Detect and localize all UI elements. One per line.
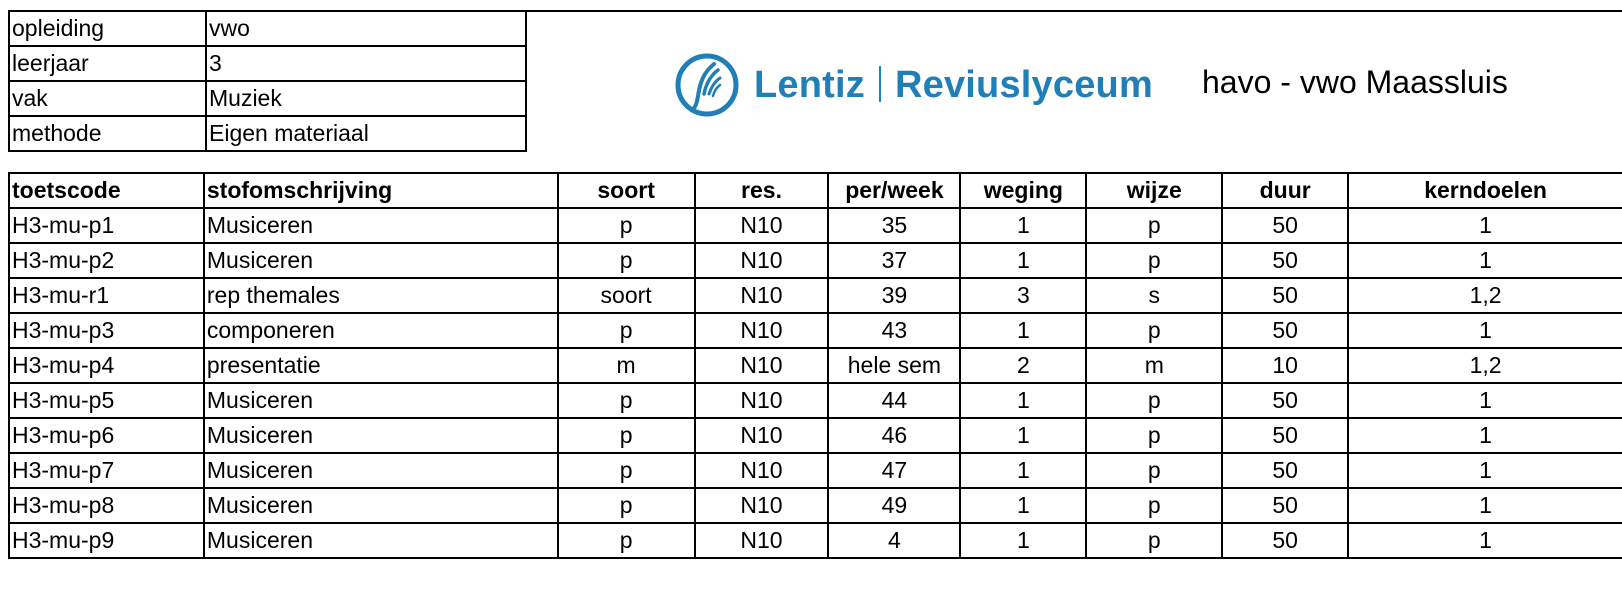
table-header-row — [9, 173, 1622, 208]
table-cell[interactable]: componeren — [204, 313, 558, 348]
table-cell[interactable]: H3-mu-r1 — [9, 278, 204, 313]
table-cell[interactable]: 44 — [828, 383, 960, 418]
table-cell[interactable]: 1 — [1348, 313, 1622, 348]
table-cell[interactable]: p — [1086, 523, 1222, 558]
table-cell[interactable]: 50 — [1222, 243, 1348, 278]
table-cell[interactable]: H3-mu-p8 — [9, 488, 204, 523]
table-row — [9, 208, 1622, 243]
table-cell[interactable]: N10 — [695, 278, 829, 313]
table-cell[interactable]: p — [558, 383, 695, 418]
table-cell[interactable]: 47 — [828, 453, 960, 488]
table-cell[interactable]: N10 — [695, 488, 829, 523]
column-header-weging[interactable]: weging — [960, 173, 1086, 208]
table-row — [9, 453, 1622, 488]
table-row — [9, 418, 1622, 453]
table-cell[interactable]: presentatie — [204, 348, 558, 383]
info-key[interactable]: opleiding — [9, 11, 206, 46]
school-logo — [674, 52, 1153, 118]
table-cell[interactable]: N10 — [695, 243, 829, 278]
table-cell[interactable]: 1 — [960, 488, 1086, 523]
table-cell[interactable]: p — [558, 243, 695, 278]
table-cell[interactable]: 43 — [828, 313, 960, 348]
table-cell[interactable]: 50 — [1222, 488, 1348, 523]
school-location: havo - vwo Maassluis — [1202, 64, 1508, 100]
info-row — [9, 46, 526, 81]
table-cell[interactable]: 1,2 — [1348, 278, 1622, 313]
table-cell[interactable]: N10 — [695, 313, 829, 348]
table-cell[interactable]: N10 — [695, 208, 829, 243]
table-row — [9, 278, 1622, 313]
table-cell[interactable]: N10 — [695, 453, 829, 488]
table-cell[interactable]: 1 — [1348, 243, 1622, 278]
info-row — [9, 116, 526, 151]
table-cell[interactable]: H3-mu-p7 — [9, 453, 204, 488]
table-cell[interactable]: 4 — [828, 523, 960, 558]
logo-separator — [879, 66, 881, 102]
table-cell[interactable]: p — [558, 208, 695, 243]
info-key[interactable]: leerjaar — [9, 46, 206, 81]
table-cell[interactable]: 39 — [828, 278, 960, 313]
info-key[interactable]: vak — [9, 81, 206, 116]
table-cell[interactable]: 1 — [960, 208, 1086, 243]
table-cell[interactable]: 1 — [960, 523, 1086, 558]
table-cell[interactable]: 46 — [828, 418, 960, 453]
table-cell[interactable]: p — [1086, 208, 1222, 243]
column-header-res[interactable]: res. — [695, 173, 829, 208]
table-cell[interactable]: H3-mu-p2 — [9, 243, 204, 278]
table-cell[interactable]: p — [1086, 243, 1222, 278]
table-cell[interactable]: soort — [558, 278, 695, 313]
table-cell[interactable]: 50 — [1222, 453, 1348, 488]
table-cell[interactable]: Musiceren — [204, 243, 558, 278]
table-cell[interactable]: 1 — [1348, 523, 1622, 558]
table-cell[interactable]: 2 — [960, 348, 1086, 383]
table-cell[interactable]: 1,2 — [1348, 348, 1622, 383]
table-cell[interactable]: p — [1086, 418, 1222, 453]
table-cell[interactable]: 1 — [960, 383, 1086, 418]
column-header-toetscode[interactable]: toetscode — [9, 173, 204, 208]
table-cell[interactable]: s — [1086, 278, 1222, 313]
table-row — [9, 313, 1622, 348]
table-cell[interactable]: N10 — [695, 383, 829, 418]
table-cell[interactable]: Musiceren — [204, 523, 558, 558]
table-cell[interactable]: H3-mu-p5 — [9, 383, 204, 418]
logo-school: Reviuslyceum — [894, 63, 1153, 106]
table-cell[interactable]: 50 — [1222, 523, 1348, 558]
spreadsheet — [8, 10, 1622, 598]
table-cell[interactable]: N10 — [695, 523, 829, 558]
table-cell[interactable]: 35 — [828, 208, 960, 243]
info-value[interactable]: vwo — [206, 11, 526, 46]
table-cell[interactable]: 1 — [1348, 488, 1622, 523]
table-cell[interactable]: 1 — [1348, 383, 1622, 418]
table-cell[interactable]: Musiceren — [204, 488, 558, 523]
table-cell[interactable]: p — [1086, 313, 1222, 348]
info-key[interactable]: methode — [9, 116, 206, 151]
table-row — [9, 348, 1622, 383]
table-cell[interactable]: hele sem — [828, 348, 960, 383]
header-banner — [526, 10, 1622, 170]
table-cell[interactable]: 50 — [1222, 313, 1348, 348]
table-cell[interactable]: p — [558, 418, 695, 453]
table-cell[interactable]: 50 — [1222, 418, 1348, 453]
table-cell[interactable]: Musiceren — [204, 383, 558, 418]
table-cell[interactable]: 1 — [960, 243, 1086, 278]
table-cell[interactable]: N10 — [695, 418, 829, 453]
table-cell[interactable]: Musiceren — [204, 453, 558, 488]
table-cell[interactable]: Musiceren — [204, 418, 558, 453]
column-header-kerndoelen[interactable]: kerndoelen — [1348, 173, 1622, 208]
table-cell[interactable]: p — [1086, 453, 1222, 488]
column-header-wijze[interactable]: wijze — [1086, 173, 1222, 208]
table-cell[interactable]: H3-mu-p6 — [9, 418, 204, 453]
info-value[interactable]: 3 — [206, 46, 526, 81]
table-cell[interactable]: p — [558, 453, 695, 488]
table-cell[interactable]: H3-mu-p9 — [9, 523, 204, 558]
toets-table — [8, 172, 1622, 559]
table-cell[interactable]: rep themales — [204, 278, 558, 313]
table-cell[interactable]: p — [558, 488, 695, 523]
table-cell[interactable]: 37 — [828, 243, 960, 278]
table-cell[interactable]: 1 — [1348, 208, 1622, 243]
table-cell[interactable]: 1 — [960, 418, 1086, 453]
info-row — [9, 81, 526, 116]
table-cell[interactable]: H3-mu-p3 — [9, 313, 204, 348]
table-cell[interactable]: H3-mu-p4 — [9, 348, 204, 383]
table-cell[interactable]: N10 — [695, 348, 829, 383]
table-cell[interactable]: p — [558, 523, 695, 558]
table-cell[interactable]: p — [1086, 383, 1222, 418]
logo-brand: Lentiz — [754, 63, 865, 106]
table-cell[interactable]: 49 — [828, 488, 960, 523]
table-cell[interactable]: 3 — [960, 278, 1086, 313]
info-value[interactable]: Muziek — [206, 81, 526, 116]
table-cell[interactable]: p — [1086, 488, 1222, 523]
table-cell[interactable]: 1 — [1348, 453, 1622, 488]
table-cell[interactable]: 50 — [1222, 208, 1348, 243]
table-row — [9, 488, 1622, 523]
table-row — [9, 243, 1622, 278]
table-cell[interactable]: H3-mu-p1 — [9, 208, 204, 243]
table-row — [9, 383, 1622, 418]
table-cell[interactable]: 1 — [960, 453, 1086, 488]
table-cell[interactable]: m — [1086, 348, 1222, 383]
column-header-per-week[interactable]: per/week — [828, 173, 960, 208]
info-value[interactable]: Eigen materiaal — [206, 116, 526, 151]
lentiz-logo-icon — [674, 52, 740, 118]
table-row — [9, 523, 1622, 558]
column-header-duur[interactable]: duur — [1222, 173, 1348, 208]
table-cell[interactable]: 1 — [960, 313, 1086, 348]
info-row — [9, 11, 526, 46]
table-cell[interactable]: 1 — [1348, 418, 1622, 453]
table-cell[interactable]: 50 — [1222, 383, 1348, 418]
table-cell[interactable]: 50 — [1222, 278, 1348, 313]
table-cell[interactable]: 10 — [1222, 348, 1348, 383]
table-cell[interactable]: p — [558, 313, 695, 348]
logo-text — [754, 64, 1153, 107]
column-header-stofomschrijving[interactable]: stofomschrijving — [204, 173, 558, 208]
column-header-soort[interactable]: soort — [558, 173, 695, 208]
info-table — [8, 10, 527, 152]
table-cell[interactable]: Musiceren — [204, 208, 558, 243]
table-cell[interactable]: m — [558, 348, 695, 383]
